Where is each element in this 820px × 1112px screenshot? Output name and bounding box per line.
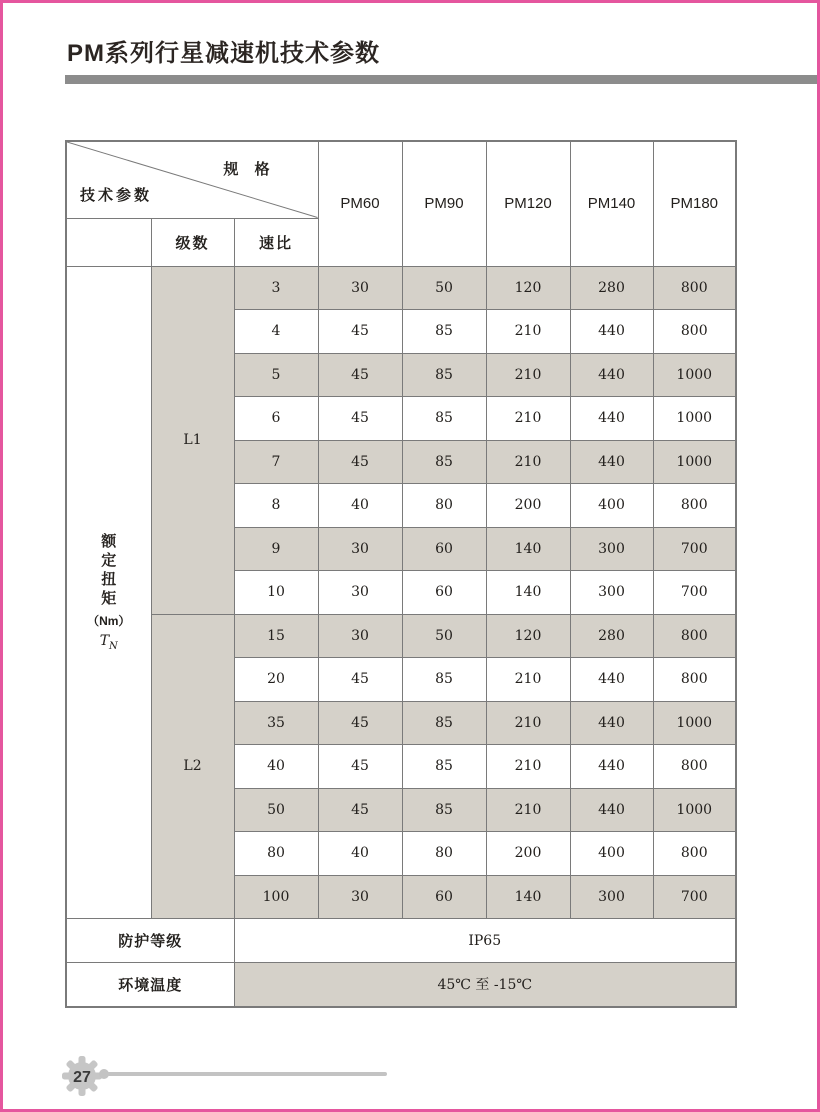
stage-header: 级数: [151, 218, 234, 266]
param-header-label: 技术参数: [80, 186, 153, 204]
torque-value-cell: 85: [402, 353, 486, 397]
ratio-cell: 20: [234, 658, 318, 702]
torque-label-char: 扭: [101, 571, 117, 589]
spec-header-label: 规 格: [223, 161, 276, 178]
torque-value-cell: 440: [570, 353, 653, 397]
torque-value-cell: 210: [486, 440, 570, 484]
torque-value-cell: 30: [318, 614, 402, 658]
ratio-cell: 80: [234, 832, 318, 876]
ratio-cell: 5: [234, 353, 318, 397]
page-title: PM系列行星减速机技术参数: [67, 40, 380, 67]
torque-value-cell: 85: [402, 310, 486, 354]
torque-value-cell: 85: [402, 658, 486, 702]
torque-value-cell: 45: [318, 658, 402, 702]
gear-page-badge: [61, 1055, 103, 1097]
torque-value-cell: 700: [653, 527, 736, 571]
ratio-cell: 9: [234, 527, 318, 571]
torque-value-cell: 45: [318, 440, 402, 484]
torque-value-cell: 40: [318, 832, 402, 876]
temperature-label: 环境温度: [66, 963, 234, 1007]
torque-value-cell: 85: [402, 701, 486, 745]
torque-value-cell: 30: [318, 527, 402, 571]
torque-unit: （Nm）: [87, 614, 131, 629]
ratio-cell: 100: [234, 875, 318, 919]
torque-value-cell: 800: [653, 832, 736, 876]
empty-corner-cell: [66, 218, 151, 266]
torque-symbol-main: T: [99, 633, 110, 650]
corner-cell: [66, 141, 318, 218]
torque-value-cell: 120: [486, 266, 570, 310]
ratio-cell: 8: [234, 484, 318, 528]
torque-value-cell: 140: [486, 875, 570, 919]
torque-value-cell: 800: [653, 614, 736, 658]
torque-value-cell: 120: [486, 614, 570, 658]
torque-value-cell: 280: [570, 266, 653, 310]
torque-value-cell: 200: [486, 832, 570, 876]
torque-value-cell: 45: [318, 397, 402, 441]
protection-row: [66, 919, 736, 963]
torque-value-cell: 700: [653, 875, 736, 919]
spec-table-header: [66, 141, 736, 266]
torque-symbol-sub: N: [109, 641, 118, 653]
column-header-pm140: PM140: [570, 141, 653, 266]
torque-value-cell: 210: [486, 310, 570, 354]
temperature-value: 45℃ 至 -15℃: [234, 963, 736, 1007]
ratio-cell: 50: [234, 788, 318, 832]
torque-value-cell: 1000: [653, 788, 736, 832]
torque-value-cell: 210: [486, 658, 570, 702]
torque-value-cell: 85: [402, 788, 486, 832]
diagonal-divider: [67, 142, 318, 218]
stage-cell: L1: [151, 266, 234, 614]
torque-label-chars: [67, 532, 151, 608]
torque-value-cell: 85: [402, 440, 486, 484]
torque-value-cell: 1000: [653, 353, 736, 397]
column-header-pm120: PM120: [486, 141, 570, 266]
torque-value-cell: 300: [570, 571, 653, 615]
torque-value-cell: 440: [570, 310, 653, 354]
ratio-cell: 6: [234, 397, 318, 441]
torque-value-cell: 440: [570, 788, 653, 832]
header-row-1: [66, 141, 736, 218]
torque-value-cell: 210: [486, 701, 570, 745]
torque-value-cell: 60: [402, 875, 486, 919]
torque-value-cell: 140: [486, 527, 570, 571]
torque-value-cell: 45: [318, 745, 402, 789]
torque-value-cell: 45: [318, 310, 402, 354]
spec-table: [65, 140, 737, 1008]
torque-value-cell: 30: [318, 875, 402, 919]
torque-value-cell: 210: [486, 788, 570, 832]
torque-value-cell: 210: [486, 397, 570, 441]
torque-value-cell: 210: [486, 353, 570, 397]
column-header-pm90: PM90: [402, 141, 486, 266]
torque-value-cell: 1000: [653, 701, 736, 745]
torque-value-cell: 280: [570, 614, 653, 658]
ratio-cell: 7: [234, 440, 318, 484]
torque-label-char: 额: [101, 533, 117, 551]
torque-value-cell: 800: [653, 310, 736, 354]
column-header-pm180: PM180: [653, 141, 736, 266]
torque-label-char: 定: [101, 552, 117, 570]
title-rule: [65, 75, 817, 84]
torque-value-cell: 400: [570, 832, 653, 876]
ratio-cell: 40: [234, 745, 318, 789]
torque-value-cell: 800: [653, 745, 736, 789]
torque-value-cell: 800: [653, 484, 736, 528]
spec-row: [66, 266, 736, 310]
torque-value-cell: 85: [402, 397, 486, 441]
torque-value-cell: 50: [402, 614, 486, 658]
ratio-cell: 10: [234, 571, 318, 615]
protection-value: IP65: [234, 919, 736, 963]
page-number: 27: [73, 1069, 91, 1086]
ratio-header: 速比: [234, 218, 318, 266]
stage-cell: L2: [151, 614, 234, 919]
torque-value-cell: 1000: [653, 440, 736, 484]
torque-symbol: [67, 633, 151, 652]
torque-value-cell: 60: [402, 527, 486, 571]
torque-value-cell: 85: [402, 745, 486, 789]
spec-table-body: [66, 266, 736, 919]
torque-value-cell: 800: [653, 658, 736, 702]
torque-value-cell: 210: [486, 745, 570, 789]
torque-value-cell: 30: [318, 571, 402, 615]
torque-value-cell: 40: [318, 484, 402, 528]
torque-value-cell: 30: [318, 266, 402, 310]
torque-value-cell: 200: [486, 484, 570, 528]
footer-rule: [107, 1072, 387, 1076]
torque-value-cell: 80: [402, 832, 486, 876]
torque-value-cell: 60: [402, 571, 486, 615]
ratio-cell: 3: [234, 266, 318, 310]
torque-value-cell: 140: [486, 571, 570, 615]
protection-label: 防护等级: [66, 919, 234, 963]
ratio-cell: 4: [234, 310, 318, 354]
torque-value-cell: 800: [653, 266, 736, 310]
spec-row: [66, 614, 736, 658]
torque-value-cell: 1000: [653, 397, 736, 441]
torque-value-cell: 50: [402, 266, 486, 310]
spec-table-footer: [66, 919, 736, 1007]
torque-value-cell: 700: [653, 571, 736, 615]
torque-label-char: 矩: [101, 590, 117, 608]
torque-label-cell: [66, 266, 151, 919]
torque-value-cell: 300: [570, 875, 653, 919]
torque-value-cell: 440: [570, 701, 653, 745]
torque-value-cell: 45: [318, 788, 402, 832]
ratio-cell: 35: [234, 701, 318, 745]
torque-value-cell: 440: [570, 397, 653, 441]
torque-value-cell: 80: [402, 484, 486, 528]
torque-value-cell: 440: [570, 440, 653, 484]
torque-value-cell: 45: [318, 353, 402, 397]
torque-value-cell: 440: [570, 658, 653, 702]
torque-value-cell: 440: [570, 745, 653, 789]
torque-value-cell: 400: [570, 484, 653, 528]
temperature-row: [66, 963, 736, 1007]
torque-value-cell: 300: [570, 527, 653, 571]
torque-value-cell: 45: [318, 701, 402, 745]
ratio-cell: 15: [234, 614, 318, 658]
column-header-pm60: PM60: [318, 141, 402, 266]
